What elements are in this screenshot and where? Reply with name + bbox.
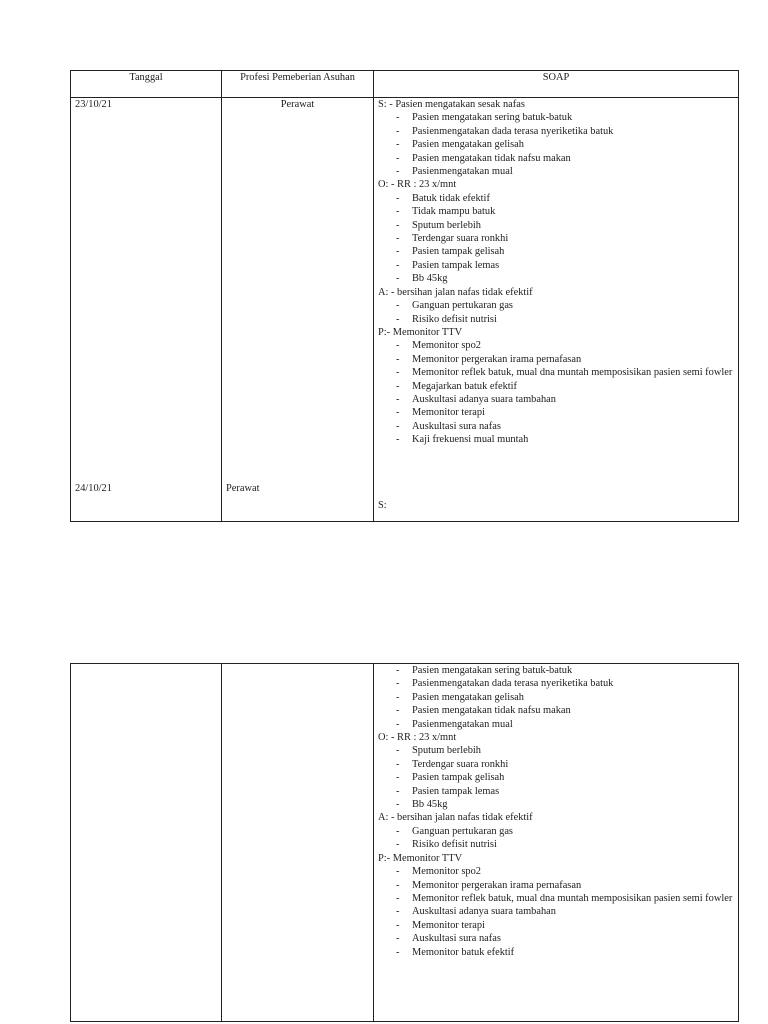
list-item-text: Risiko defisit nutrisi bbox=[412, 839, 497, 851]
list-item-text: Pasien tampak gelisah bbox=[412, 772, 505, 784]
list-item-text: Terdengar suara ronkhi bbox=[412, 233, 509, 245]
list-item bbox=[378, 932, 734, 945]
list-item bbox=[378, 905, 734, 918]
list-item-text: Pasienmengatakan dada terasa nyeriketika batuk bbox=[412, 678, 614, 690]
p-label: P:- Memonitor TTV bbox=[378, 326, 463, 338]
list-item-text: Sputum berlebih bbox=[412, 219, 481, 231]
bullet-dash: - bbox=[396, 772, 400, 784]
bullet-dash: - bbox=[396, 219, 400, 231]
list-item-text: Terdengar suara ronkhi bbox=[412, 758, 509, 770]
list-item-text: Batuk tidak efektif bbox=[412, 192, 490, 204]
bullet-dash: - bbox=[396, 152, 400, 164]
list-item-text: Memonitor reflek batuk, mual dna muntah memposisikan pasien semi fowler bbox=[412, 367, 733, 379]
list-item bbox=[378, 299, 734, 312]
bullet-dash: - bbox=[396, 745, 400, 757]
a-label: A: - bersihan jalan nafas tidak efektif bbox=[378, 812, 533, 824]
bullet-dash: - bbox=[396, 933, 400, 945]
bullet-dash: - bbox=[396, 259, 400, 271]
list-item-text: Pasienmengatakan mual bbox=[412, 718, 513, 730]
o-label: O: - RR : 23 x/mnt bbox=[378, 179, 457, 191]
bullet-dash: - bbox=[396, 166, 400, 178]
bullet-dash: - bbox=[396, 300, 400, 312]
bullet-dash: - bbox=[396, 758, 400, 770]
list-item-text: Pasien tampak lemas bbox=[412, 785, 500, 797]
soap-table-2 bbox=[70, 663, 739, 1022]
profession-entry-1: Perawat bbox=[280, 99, 315, 110]
list-item-text: Kaji frekuensi mual muntah bbox=[412, 434, 529, 446]
list-item bbox=[378, 785, 734, 798]
soap-table-1 bbox=[70, 70, 739, 522]
list-item bbox=[378, 219, 734, 232]
bullet-dash: - bbox=[396, 340, 400, 352]
list-item bbox=[378, 744, 734, 757]
bullet-dash: - bbox=[396, 691, 400, 703]
list-item bbox=[378, 798, 734, 811]
list-item-text: Pasienmengatakan mual bbox=[412, 166, 513, 178]
list-item bbox=[378, 259, 734, 272]
bullet-dash: - bbox=[396, 665, 400, 676]
list-item bbox=[378, 691, 734, 704]
list-item-text: Pasien mengatakan sering batuk-batuk bbox=[412, 665, 573, 676]
a-label: A: - bersihan jalan nafas tidak efektif bbox=[378, 286, 533, 298]
o-list bbox=[378, 192, 734, 286]
list-item bbox=[378, 313, 734, 326]
list-item-text: Memonitor terapi bbox=[412, 919, 486, 931]
bullet-dash: - bbox=[396, 785, 400, 797]
s-list bbox=[378, 111, 734, 178]
list-item-text: Bb 45kg bbox=[412, 273, 448, 285]
list-item bbox=[378, 879, 734, 892]
list-item bbox=[378, 892, 734, 905]
list-item-text: Pasienmengatakan dada terasa nyeriketika batuk bbox=[412, 125, 614, 137]
bullet-dash: - bbox=[396, 892, 400, 904]
list-item bbox=[378, 245, 734, 258]
bullet-dash: - bbox=[396, 946, 400, 958]
list-item bbox=[378, 339, 734, 352]
bullet-dash: - bbox=[396, 380, 400, 392]
header-profesi: Profesi Pemeberian Asuhan bbox=[222, 71, 374, 98]
bullet-dash: - bbox=[396, 192, 400, 204]
s-list bbox=[378, 664, 734, 731]
bullet-dash: - bbox=[396, 112, 400, 124]
list-item bbox=[378, 125, 734, 138]
list-item bbox=[378, 433, 734, 446]
o-list bbox=[378, 744, 734, 811]
bullet-dash: - bbox=[396, 718, 400, 730]
list-item-text: Pasien mengatakan tidak nafsu makan bbox=[412, 705, 571, 717]
soap-cell bbox=[374, 664, 739, 1022]
s-label-entry-2: S: bbox=[378, 499, 387, 511]
list-item bbox=[378, 420, 734, 433]
list-item-text: Bb 45kg bbox=[412, 799, 448, 811]
a-list bbox=[378, 299, 734, 326]
bullet-dash: - bbox=[396, 353, 400, 365]
list-item bbox=[378, 353, 734, 366]
bullet-dash: - bbox=[396, 705, 400, 717]
list-item bbox=[378, 366, 734, 379]
header-soap: SOAP bbox=[374, 71, 739, 98]
list-item bbox=[378, 152, 734, 165]
list-item bbox=[378, 393, 734, 406]
list-item-text: Memonitor spo2 bbox=[412, 866, 481, 878]
table-row bbox=[71, 98, 739, 522]
list-item-text: Pasien mengatakan gelisah bbox=[412, 691, 524, 703]
bullet-dash: - bbox=[396, 678, 400, 690]
list-item bbox=[378, 825, 734, 838]
bullet-dash: - bbox=[396, 420, 400, 432]
list-item-text: Memonitor terapi bbox=[412, 407, 486, 419]
list-item-text: Ganguan pertukaran gas bbox=[412, 300, 513, 312]
bullet-dash: - bbox=[396, 799, 400, 811]
list-item bbox=[378, 111, 734, 124]
list-item bbox=[378, 946, 734, 959]
p-label: P:- Memonitor TTV bbox=[378, 852, 463, 864]
list-item-text: Ganguan pertukaran gas bbox=[412, 825, 513, 837]
list-item-text: Risiko defisit nutrisi bbox=[412, 313, 497, 325]
bullet-dash: - bbox=[396, 906, 400, 918]
list-item-text: Pasien mengatakan tidak nafsu makan bbox=[412, 152, 571, 164]
list-item-text: Auskultasi adanya suara tambahan bbox=[412, 906, 556, 918]
list-item bbox=[378, 718, 734, 731]
bullet-dash: - bbox=[396, 125, 400, 137]
list-item-text: Pasien mengatakan sering batuk-batuk bbox=[412, 112, 573, 124]
bullet-dash: - bbox=[396, 393, 400, 405]
list-item-text: Pasien mengatakan gelisah bbox=[412, 139, 524, 151]
bullet-dash: - bbox=[396, 407, 400, 419]
list-item-text: Pasien tampak gelisah bbox=[412, 246, 505, 258]
bullet-dash: - bbox=[396, 206, 400, 218]
list-item bbox=[378, 406, 734, 419]
profession-entry-2: Perawat bbox=[226, 483, 260, 495]
list-item-text: Auskultasi sura nafas bbox=[412, 420, 501, 432]
header-row bbox=[71, 71, 739, 98]
s-label: S: - Pasien mengatakan sesak nafas bbox=[378, 99, 525, 110]
bullet-dash: - bbox=[396, 273, 400, 285]
list-item-text: Sputum berlebih bbox=[412, 745, 481, 757]
o-label: O: - RR : 23 x/mnt bbox=[378, 732, 457, 744]
bullet-dash: - bbox=[396, 919, 400, 931]
profession-cell bbox=[222, 664, 374, 1022]
bullet-dash: - bbox=[396, 246, 400, 258]
list-item bbox=[378, 205, 734, 218]
bullet-dash: - bbox=[396, 139, 400, 151]
list-item bbox=[378, 865, 734, 878]
list-item bbox=[378, 138, 734, 151]
list-item-text: Tidak mampu batuk bbox=[412, 206, 496, 218]
list-item-text: Pasien tampak lemas bbox=[412, 259, 500, 271]
list-item-text: Auskultasi sura nafas bbox=[412, 933, 501, 945]
list-item bbox=[378, 272, 734, 285]
bullet-dash: - bbox=[396, 313, 400, 325]
date-cell bbox=[71, 98, 222, 522]
bullet-dash: - bbox=[396, 879, 400, 891]
list-item-text: Auskultasi adanya suara tambahan bbox=[412, 393, 556, 405]
header-tanggal: Tanggal bbox=[71, 71, 222, 98]
list-item bbox=[378, 758, 734, 771]
list-item-text: Memonitor pergerakan irama pernafasan bbox=[412, 353, 582, 365]
bullet-dash: - bbox=[396, 233, 400, 245]
p-list bbox=[378, 339, 734, 446]
list-item-text: Memonitor spo2 bbox=[412, 340, 481, 352]
list-item bbox=[378, 771, 734, 784]
list-item bbox=[378, 165, 734, 178]
bullet-dash: - bbox=[396, 434, 400, 446]
bullet-dash: - bbox=[396, 825, 400, 837]
date-entry-1: 23/10/21 bbox=[75, 99, 112, 110]
bullet-dash: - bbox=[396, 866, 400, 878]
bullet-dash: - bbox=[396, 839, 400, 851]
list-item-text: Memonitor batuk efektif bbox=[412, 946, 515, 958]
list-item bbox=[378, 677, 734, 690]
list-item bbox=[378, 838, 734, 851]
a-list bbox=[378, 825, 734, 852]
profession-cell bbox=[222, 98, 374, 522]
list-item-text: Memonitor pergerakan irama pernafasan bbox=[412, 879, 582, 891]
p-list bbox=[378, 865, 734, 959]
soap-cell bbox=[374, 98, 739, 522]
date-entry-2: 24/10/21 bbox=[75, 483, 112, 495]
list-item bbox=[378, 664, 734, 677]
list-item bbox=[378, 704, 734, 717]
list-item bbox=[378, 380, 734, 393]
list-item bbox=[378, 232, 734, 245]
list-item bbox=[378, 192, 734, 205]
list-item-text: Megajarkan batuk efektif bbox=[412, 380, 518, 392]
bullet-dash: - bbox=[396, 367, 400, 379]
table-row bbox=[71, 664, 739, 1022]
list-item-text: Memonitor reflek batuk, mual dna muntah memposisikan pasien semi fowler bbox=[412, 892, 733, 904]
date-cell bbox=[71, 664, 222, 1022]
list-item bbox=[378, 919, 734, 932]
